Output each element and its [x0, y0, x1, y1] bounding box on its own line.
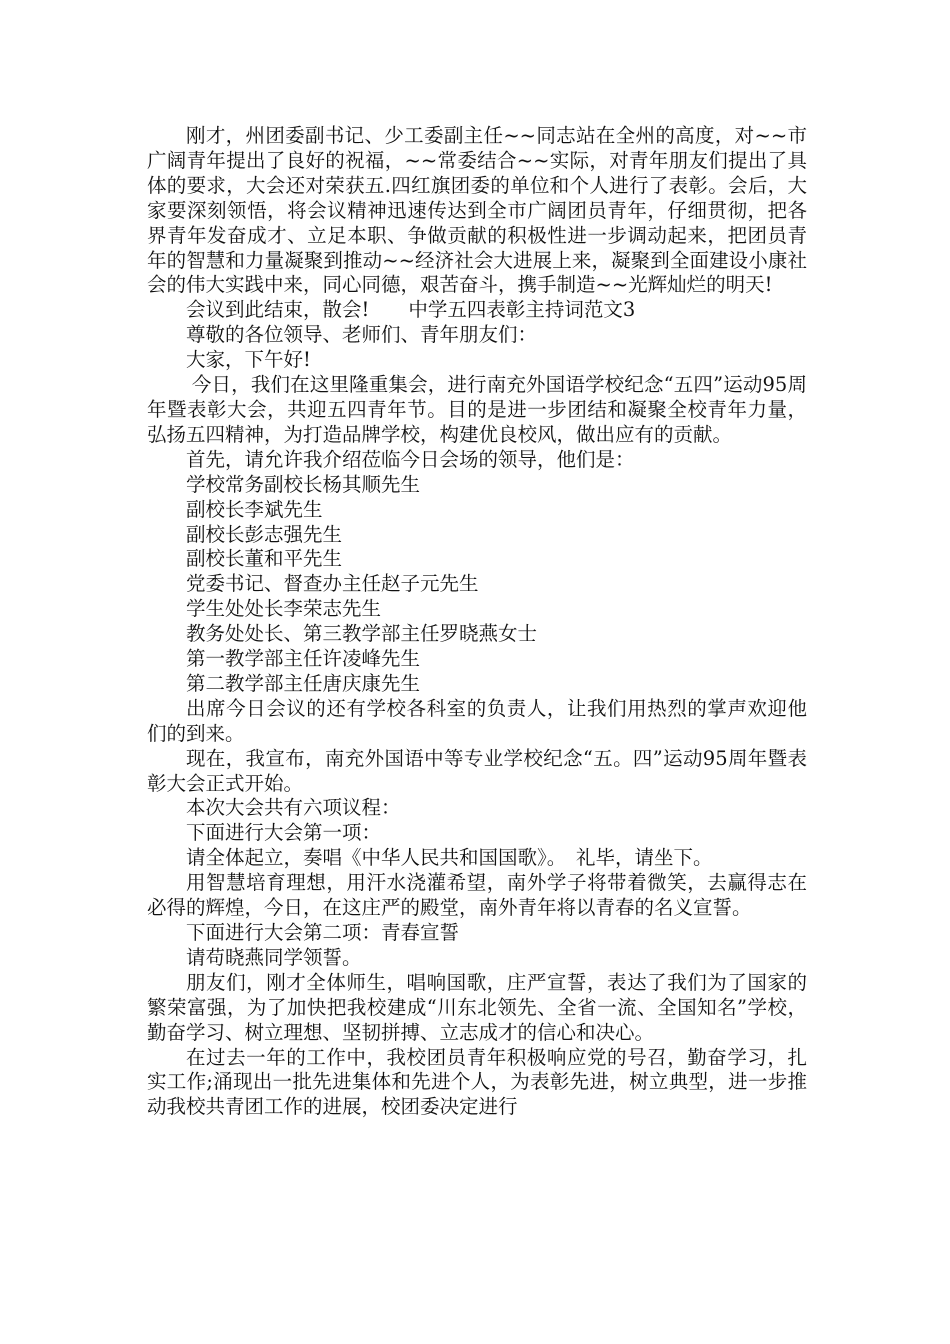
paragraph-meeting-end: 会议到此结束，散会! 中学五四表彰主持词范文3 — [186, 298, 636, 322]
paragraph-introduce-leaders: 首先，请允许我介绍莅临今日会场的领导，他们是： — [186, 447, 635, 471]
leader-list-item: 副校长董和平先生 — [186, 547, 343, 571]
paragraph-closing-remarks: 刚才，州团委副书记、少工委副主任~~同志站在全州的高度，对~~市广阔青年提出了良好的祝福，~~常委结合~~实际，对青年朋友们提出了具体的要求，大会还对荣获五.四红旗团委的单位和个人进行了表彰。会后，大家要深刻领悟，将会议精神迅速传达到全市广阔团员青年，仔细贯彻，把各界青年发奋成才、立足本职、争做贡献的积极性进一步调动起来，把团员青年的智慧和力量凝聚到推动~~经济社会大进展上来，凝聚到全面建设小康社会的伟大实践中来，同心同德，艰苦奋斗，携手制造~~光辉灿烂的明天! — [147, 124, 807, 297]
leader-list-item: 党委书记、督查办主任赵子元先生 — [186, 572, 479, 596]
leader-list-item: 副校长彭志强先生 — [186, 522, 343, 546]
leader-list-item: 教务处处长、第三教学部主任罗晓燕女士 — [186, 622, 538, 646]
paragraph-national-anthem: 请全体起立，奏唱《中华人民共和国国歌》。 礼毕，请坐下。 — [186, 846, 713, 870]
document-body — [147, 124, 807, 1120]
paragraph-agenda-item-two: 下面进行大会第二项：青春宣誓 — [186, 921, 460, 944]
paragraph-past-year: 在过去一年的工作中，我校团员青年积极响应党的号召，勤奋学习，扎实工作;涌现出一批先进集体和先进个人，为表彰先进，树立典型，进一步推动我校共青团工作的进展，校团委决定进行 — [147, 1045, 807, 1119]
paragraph-oath-intro: 用智慧培育理想，用汗水浇灌希望，南外学子将带着微笑，去赢得志在必得的辉煌，今日，在这庄严的殿堂，南外青年将以青春的名义宣誓。 — [147, 871, 807, 920]
paragraph-agenda-count: 本次大会共有六项议程： — [186, 796, 401, 820]
paragraph-welcome-applause: 出席今日会议的还有学校各科室的负责人，让我们用热烈的掌声欢迎他们的到来。 — [147, 696, 807, 745]
paragraph-salutation: 尊敬的各位领导、老师们、青年朋友们： — [186, 323, 538, 347]
leader-list-item: 学校常务副校长杨其顺先生 — [186, 472, 421, 496]
leader-list-item: 副校长李斌先生 — [186, 497, 323, 521]
paragraph-oath-summary: 朋友们，刚才全体师生，唱响国歌，庄严宣誓，表达了我们为了国家的繁荣富强，为了加快把我校建成“川东北领先、全省一流、全国知名”学校，勤奋学习、树立理想、坚韧拼搏、立志成才的信心和决心。 — [147, 970, 807, 1044]
leader-list-item: 第二教学部主任唐庆康先生 — [186, 671, 421, 695]
paragraph-greeting: 大家，下午好! — [186, 348, 311, 372]
paragraph-oath-leader: 请苟晓燕同学领誓。 — [186, 945, 362, 969]
paragraph-announce-start: 现在，我宣布，南充外国语中等专业学校纪念“五。四”运动95周年暨表彰大会正式开始。 — [147, 746, 807, 795]
paragraph-opening: 今日，我们在这里隆重集会，进行南充外国语学校纪念“五四”运动95周年暨表彰大会，共迎五四青年节。目的是进一步团结和凝聚全校青年力量，弘扬五四精神，为打造品牌学校，构建优良校风，做出应有的贡献。 — [147, 373, 807, 446]
paragraph-agenda-item-one: 下面进行大会第一项： — [186, 821, 382, 845]
leader-list-item: 第一教学部主任许凌峰先生 — [186, 647, 421, 671]
leader-list-item: 学生处处长李荣志先生 — [186, 597, 382, 621]
